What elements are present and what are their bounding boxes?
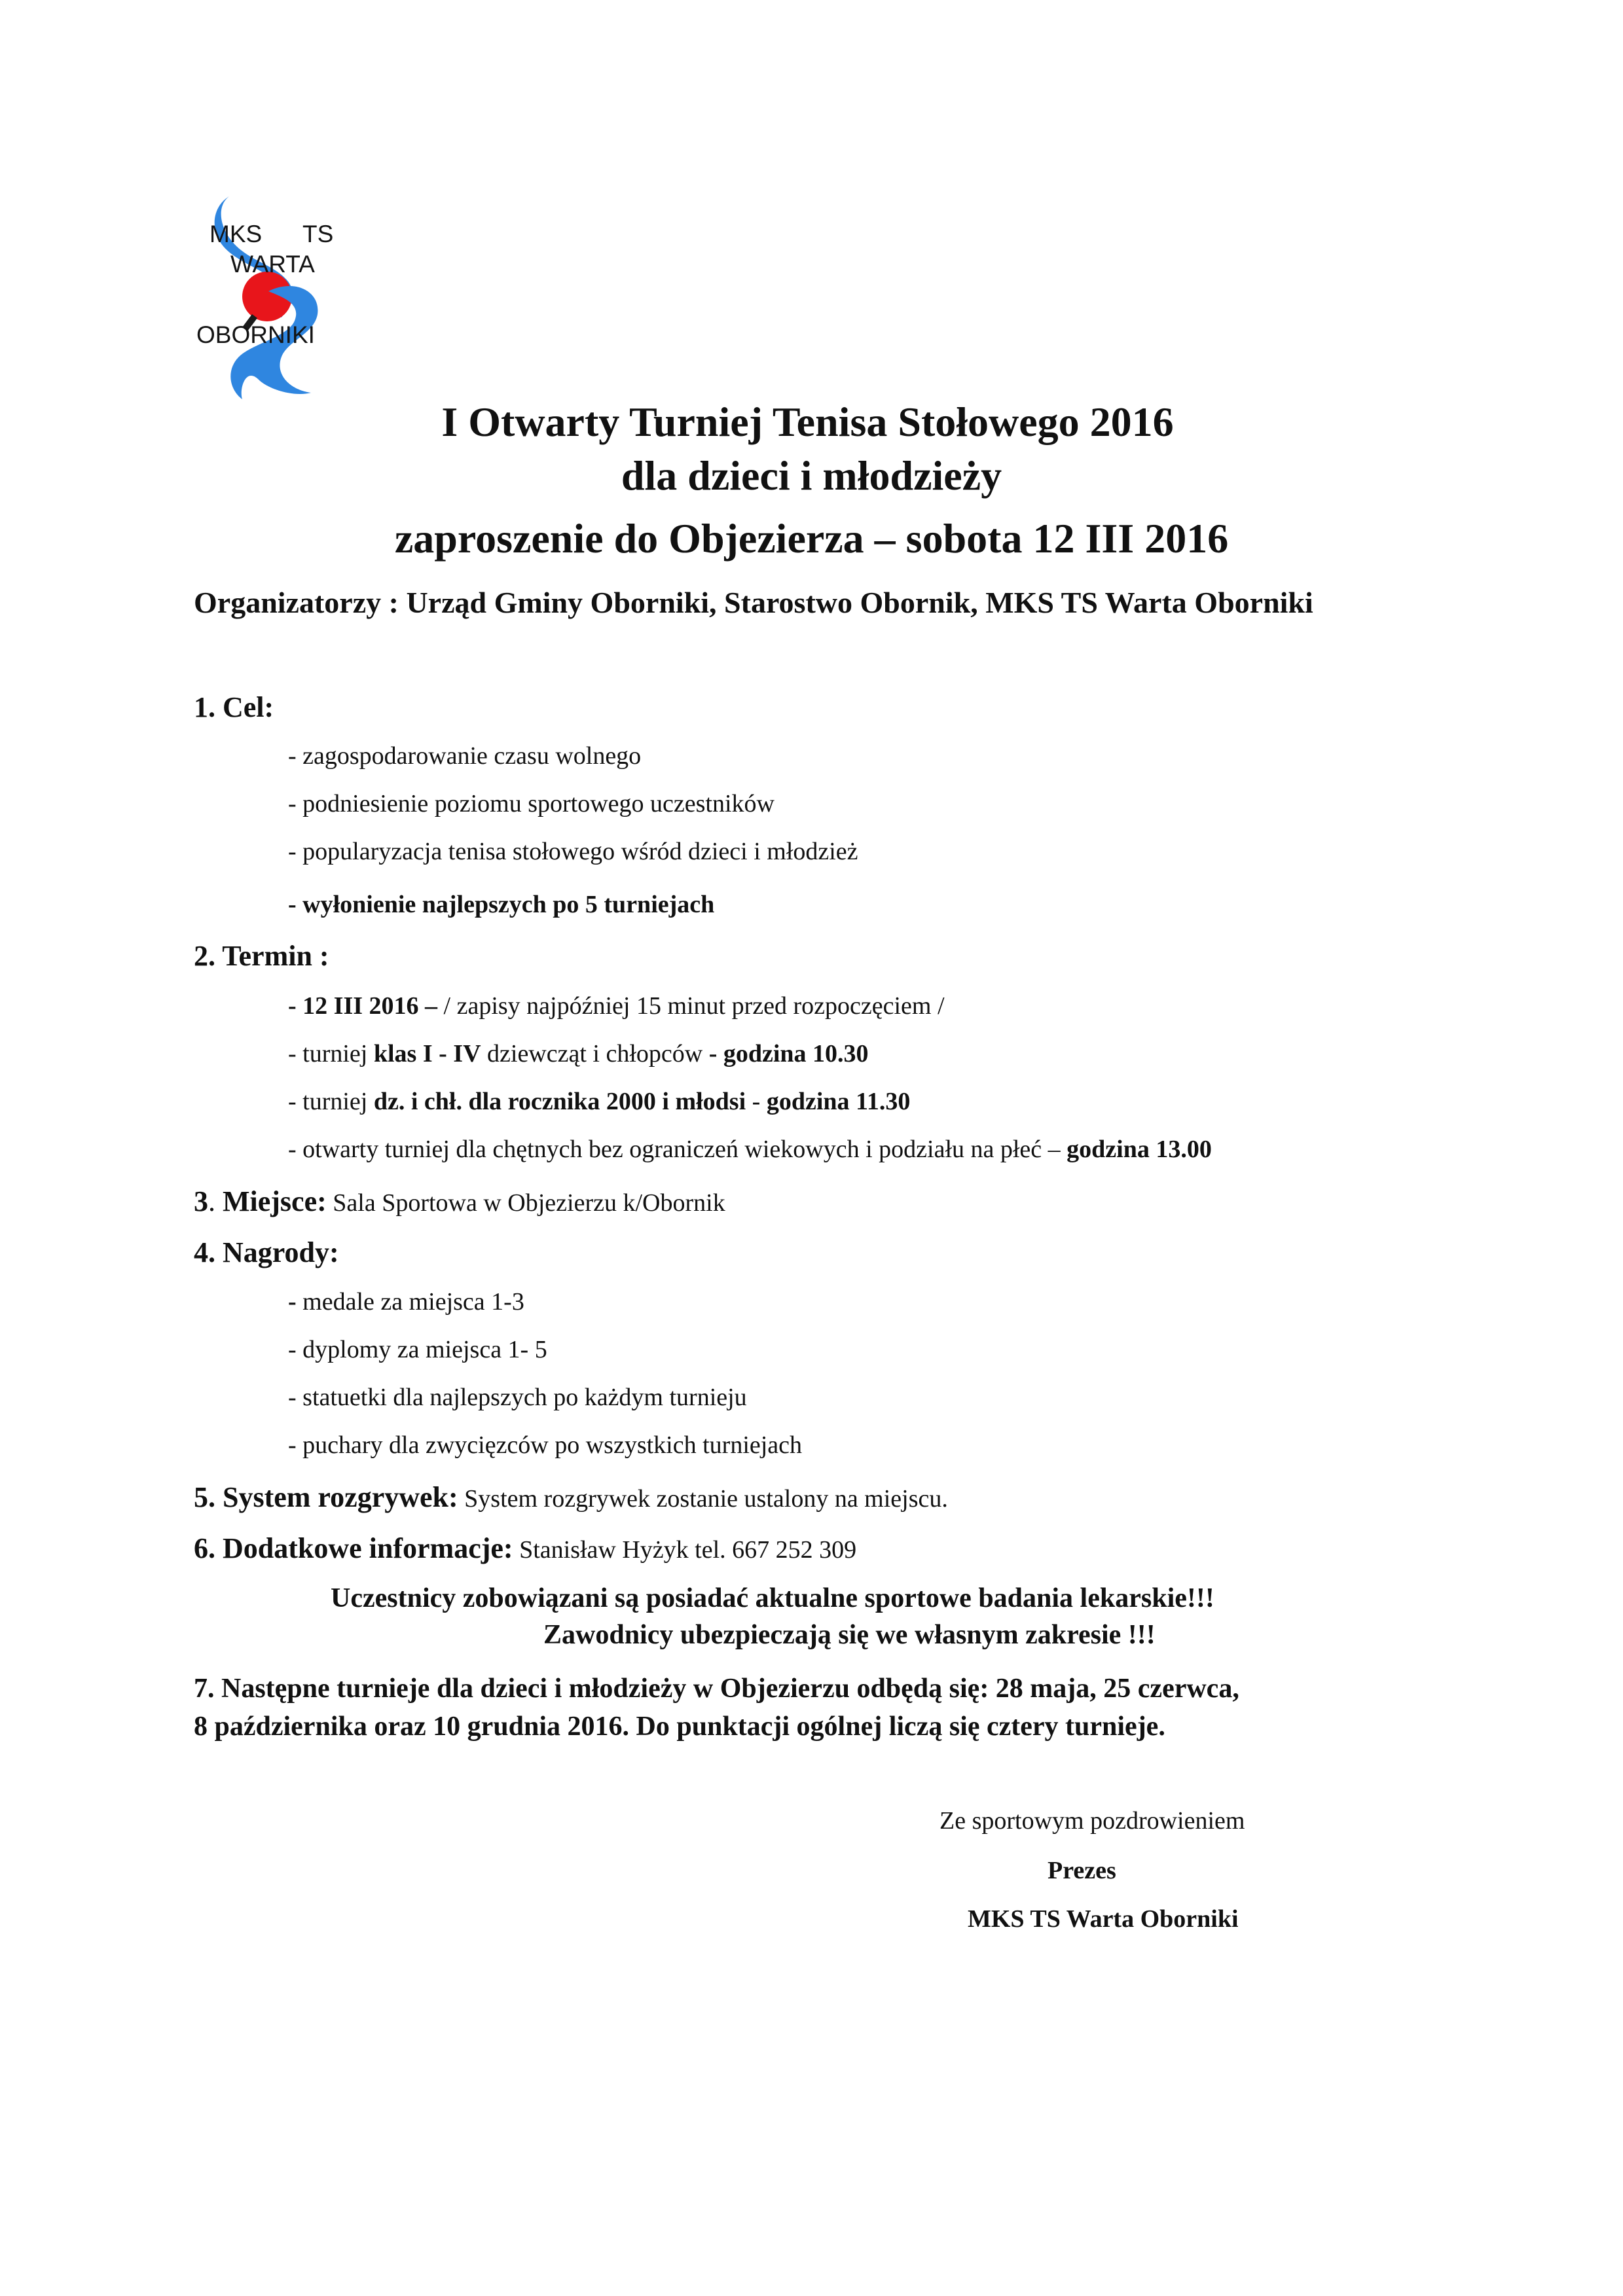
miejsce-label: Miejsce: — [223, 1185, 327, 1217]
next-tournaments-line-1: 7. Następne turnieje dla dzieci i młodzieży w Objezierzu odbędą się: 28 maja, 25 czerwca, — [194, 1674, 1239, 1704]
termin-item-4 — [288, 1135, 1212, 1164]
club-logo — [190, 193, 354, 399]
termin-2-who: dziewcząt i chłopców — [481, 1040, 709, 1067]
notice-line-2: Zawodnicy ubezpieczają się we własnym zakresie !!! — [543, 1620, 1156, 1650]
miejsce-text: Sala Sportowa w Objezierzu k/Obornik — [326, 1189, 725, 1217]
nagrody-item-3: - statuetki dla najlepszych po każdym turnieju — [288, 1384, 747, 1411]
signature-org: MKS TS Warta Oborniki — [968, 1905, 1239, 1933]
termin-3-sep: - — [746, 1088, 767, 1115]
termin-3-prefix: - turniej — [288, 1088, 374, 1115]
termin-item-1 — [288, 992, 945, 1020]
miejsce-dot: . — [208, 1185, 223, 1217]
nagrody-1-dash: - — [288, 1288, 297, 1316]
cel-item-3: - popularyzacja tenisa stołowego wśród dzieci i młodzież — [288, 838, 858, 865]
termin-item-3 — [288, 1087, 910, 1116]
section-cel-heading: 1. Cel: — [194, 691, 274, 723]
termin-4-text: - otwarty turniej dla chętnych bez ograniczeń wiekowych i podziału na płeć – — [288, 1136, 1067, 1163]
title-line-3: zaproszenie do Objezierza – sobota 12 III 2016 — [394, 515, 1229, 562]
section-termin-heading: 2. Termin : — [194, 940, 329, 972]
info-label: 6. Dodatkowe informacje: — [194, 1532, 513, 1564]
termin-item-2 — [288, 1039, 869, 1068]
system-text: System rozgrywek zostanie ustalony na miejscu. — [458, 1485, 948, 1513]
signature-role: Prezes — [1048, 1857, 1116, 1884]
notice-line-1: Uczestnicy zobowiązani są posiadać aktualne sportowe badania lekarskie!!! — [331, 1583, 1214, 1613]
section-miejsce — [194, 1185, 725, 1218]
logo-text-warta: WARTA — [230, 251, 315, 278]
nagrody-item-4: - puchary dla zwycięzców po wszystkich turniejach — [288, 1431, 803, 1459]
cel-item-4: - wyłonienie najlepszych po 5 turniejach — [288, 891, 715, 918]
section-info — [194, 1532, 856, 1565]
cel-item-1: - zagospodarowanie czasu wolnego — [288, 742, 642, 770]
title-line-1: I Otwarty Turniej Tenisa Stołowego 2016 — [441, 399, 1174, 445]
title-line-2: dla dzieci i młodzieży — [621, 452, 1002, 499]
nagrody-item-2: - dyplomy za miejsca 1- 5 — [288, 1336, 547, 1363]
termin-registration-note: / zapisy najpóźniej 15 minut przed rozpoczęciem / — [437, 992, 945, 1020]
termin-3-group: dz. i chł. dla rocznika 2000 i młodsi — [373, 1088, 746, 1115]
logo-text-mks: MKS — [210, 221, 263, 247]
logo-text-oborniki: OBORNIKI — [196, 321, 315, 348]
nagrody-1-text: medale za miejsca 1-3 — [296, 1288, 524, 1316]
logo-text-ts: TS — [302, 221, 334, 247]
termin-4-time: godzina 13.00 — [1067, 1136, 1212, 1163]
organizers-line: Organizatorzy : Urząd Gminy Oborniki, Starostwo Obornik, MKS TS Warta Oborniki — [194, 586, 1313, 619]
nagrody-item-1 — [288, 1287, 524, 1316]
termin-date: - 12 III 2016 – — [288, 992, 438, 1020]
miejsce-number: 3 — [194, 1185, 208, 1217]
cel-item-2: - podniesienie poziomu sportowego uczestników — [288, 790, 775, 817]
termin-2-classes: klas I - IV — [373, 1040, 481, 1067]
termin-2-time: - godzina 10.30 — [708, 1040, 869, 1067]
termin-2-prefix: - turniej — [288, 1040, 374, 1067]
termin-3-time: godzina 11.30 — [766, 1088, 911, 1115]
section-system — [194, 1480, 948, 1514]
signature-greeting: Ze sportowym pozdrowieniem — [939, 1807, 1245, 1835]
system-label: 5. System rozgrywek: — [194, 1481, 458, 1513]
section-nagrody-heading: 4. Nagrody: — [194, 1236, 339, 1268]
next-tournaments-line-2: 8 października oraz 10 grudnia 2016. Do punktacji ogólnej liczą się cztery turnieje. — [194, 1712, 1165, 1742]
info-contact: Stanisław Hyżyk tel. 667 252 309 — [513, 1536, 857, 1564]
